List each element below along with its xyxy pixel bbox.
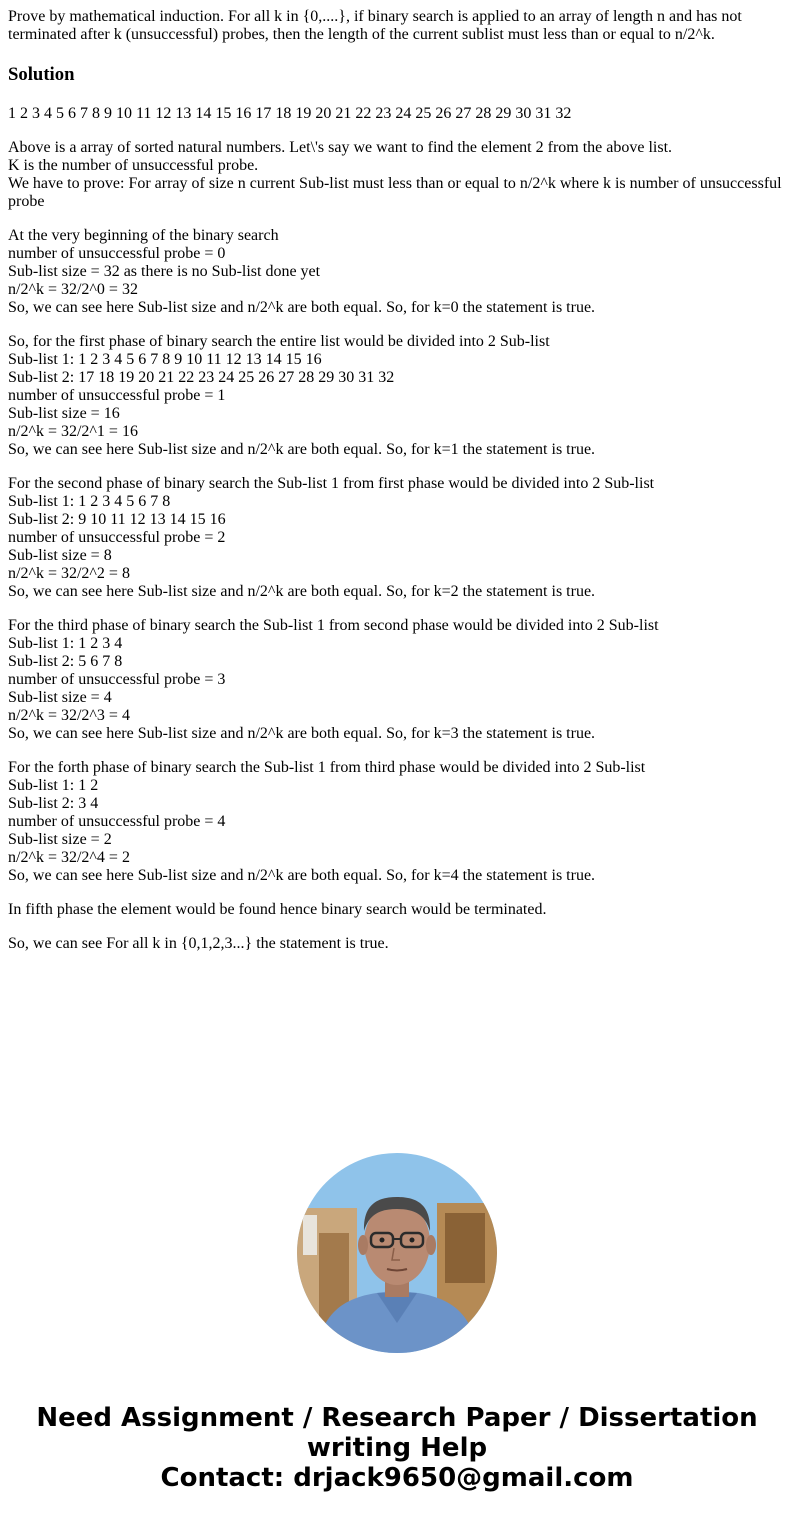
solution-heading: Solution: [8, 64, 75, 85]
author-avatar: [297, 1153, 497, 1353]
number-sequence: 1 2 3 4 5 6 7 8 9 10 11 12 13 14 15 16 17 18 19 20 21 22 23 24 25 26 27 28 29 30 31 32: [8, 105, 572, 122]
phase-line: number of unsuccessful probe = 1: [8, 387, 226, 404]
banner-line: writing Help: [306, 1433, 488, 1463]
intro-paragraph: [8, 139, 786, 211]
phase-line: number of unsuccessful probe = 4: [8, 813, 226, 830]
phase-line: Sub-list 2: 3 4: [8, 795, 99, 812]
phase-line: For the third phase of binary search the Sub-list 1 from second phase would be divided into 2 Sub-list: [8, 617, 659, 634]
phase-line: So, we can see here Sub-list size and n/2^k are both equal. So, for k=4 the statement is true.: [8, 867, 596, 884]
solution-document: [8, 8, 786, 969]
phase-line: Sub-list 2: 17 18 19 20 21 22 23 24 25 26 27 28 29 30 31 32: [8, 369, 395, 386]
phase-line: Sub-list 1: 1 2 3 4: [8, 635, 123, 652]
phase-line: Sub-list size = 2: [8, 831, 112, 848]
contact-banner: [0, 1403, 794, 1493]
fifth-phase-text: In fifth phase the element would be found hence binary search would be terminated.: [8, 901, 547, 918]
phase-line: Sub-list 1: 1 2 3 4 5 6 7 8: [8, 493, 171, 510]
conclusion-text: So, we can see For all k in {0,1,2,3...} the statement is true.: [8, 935, 389, 952]
phase-line: Sub-list 2: 5 6 7 8: [8, 653, 123, 670]
phase-line: Sub-list size = 4: [8, 689, 112, 706]
phase-line: n/2^k = 32/2^2 = 8: [8, 565, 130, 582]
phase-line: For the forth phase of binary search the Sub-list 1 from third phase would be divided into 2 Sub-list: [8, 759, 646, 776]
phase-line: So, for the first phase of binary search the entire list would be divided into 2 Sub-list: [8, 333, 550, 350]
phase-line: n/2^k = 32/2^1 = 16: [8, 423, 138, 440]
contact-email: Contact: drjack9650@gmail.com: [160, 1463, 634, 1493]
phase-line: number of unsuccessful probe = 3: [8, 671, 226, 688]
phase-line: Sub-list size = 16: [8, 405, 120, 422]
phase-0-paragraph: [8, 227, 786, 317]
phase-line: n/2^k = 32/2^4 = 2: [8, 849, 130, 866]
question-text: Prove by mathematical induction. For all k in {0,....}, if binary search is applied to an array of length n and has not terminated after k (unsuccessful) probes, then the length of the current sublist must less than or equal to n/2^k.: [8, 8, 742, 43]
phase-4-paragraph: [8, 759, 786, 885]
phase-line: Sub-list 1: 1 2 3 4 5 6 7 8 9 10 11 12 13 14 15 16: [8, 351, 322, 368]
phase-2-paragraph: [8, 475, 786, 601]
phase-1-paragraph: [8, 333, 786, 459]
intro-line: We have to prove: For array of size n current Sub-list must less than or equal to n/2^k where k is number of unsuccessful probe: [8, 175, 782, 210]
intro-line: Above is a array of sorted natural numbers. Let\'s say we want to find the element 2 from the above list.: [8, 139, 673, 156]
intro-line: K is the number of unsuccessful probe.: [8, 157, 259, 174]
phase-line: number of unsuccessful probe = 2: [8, 529, 226, 546]
phase-line: So, we can see here Sub-list size and n/2^k are both equal. So, for k=0 the statement is true.: [8, 299, 596, 316]
phase-3-paragraph: [8, 617, 786, 743]
phase-line: n/2^k = 32/2^0 = 32: [8, 281, 138, 298]
phase-line: Sub-list 2: 9 10 11 12 13 14 15 16: [8, 511, 226, 528]
banner-line: Need Assignment / Research Paper / Dissertation: [36, 1403, 758, 1433]
phase-line: So, we can see here Sub-list size and n/2^k are both equal. So, for k=2 the statement is true.: [8, 583, 596, 600]
phase-line: For the second phase of binary search the Sub-list 1 from first phase would be divided into 2 Sub-list: [8, 475, 655, 492]
phase-line: At the very beginning of the binary search: [8, 227, 279, 244]
phase-line: n/2^k = 32/2^3 = 4: [8, 707, 130, 724]
phase-line: Sub-list size = 32 as there is no Sub-list done yet: [8, 263, 321, 280]
phase-line: Sub-list size = 8: [8, 547, 112, 564]
phase-line: Sub-list 1: 1 2: [8, 777, 99, 794]
phase-line: number of unsuccessful probe = 0: [8, 245, 226, 262]
phase-line: So, we can see here Sub-list size and n/2^k are both equal. So, for k=3 the statement is true.: [8, 725, 596, 742]
author-portrait-image: [297, 1153, 497, 1353]
phase-line: So, we can see here Sub-list size and n/2^k are both equal. So, for k=1 the statement is true.: [8, 441, 596, 458]
